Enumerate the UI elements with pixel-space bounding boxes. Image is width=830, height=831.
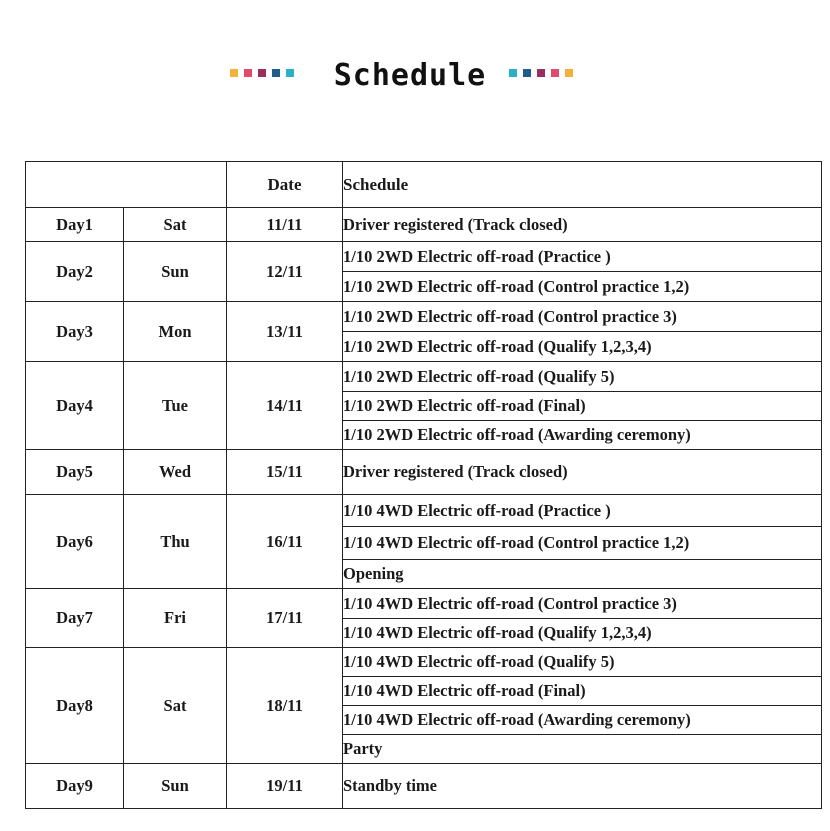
event-cell: Driver registered (Track closed) (343, 450, 822, 495)
schedule-body (26, 208, 822, 809)
table-row (26, 302, 822, 332)
event-cell: 1/10 2WD Electric off-road (Control practice 1,2) (343, 272, 822, 302)
date-cell: 19/11 (227, 764, 343, 809)
table-row (26, 242, 822, 272)
day-cell: Day6 (26, 495, 124, 589)
decorative-square (509, 69, 517, 77)
decorative-square (551, 69, 559, 77)
decorative-square (230, 69, 238, 77)
day-cell: Day1 (26, 208, 124, 242)
page-title: Schedule (333, 58, 487, 93)
table-row (26, 362, 822, 392)
date-cell: 13/11 (227, 302, 343, 362)
table-header-row (26, 162, 822, 208)
date-cell: 17/11 (227, 589, 343, 648)
decorative-square (272, 69, 280, 77)
day-cell: Day9 (26, 764, 124, 809)
decorative-square (537, 69, 545, 77)
table-row (26, 208, 822, 242)
event-cell: Driver registered (Track closed) (343, 208, 822, 242)
decorative-square (286, 69, 294, 77)
date-cell: 12/11 (227, 242, 343, 302)
day-cell: Day3 (26, 302, 124, 362)
event-cell: Party (343, 735, 822, 764)
weekday-cell: Wed (124, 450, 227, 495)
header-schedule: Schedule (343, 162, 822, 208)
weekday-cell: Sat (124, 648, 227, 764)
event-cell: 1/10 4WD Electric off-road (Control practice 1,2) (343, 527, 822, 560)
event-cell: 1/10 2WD Electric off-road (Final) (343, 392, 822, 421)
event-cell: 1/10 2WD Electric off-road (Qualify 1,2,3,4) (343, 332, 822, 362)
event-cell: Opening (343, 560, 822, 589)
event-cell: Standby time (343, 764, 822, 809)
date-cell: 18/11 (227, 648, 343, 764)
decorative-square (244, 69, 252, 77)
weekday-cell: Sat (124, 208, 227, 242)
table-row (26, 648, 822, 677)
day-cell: Day2 (26, 242, 124, 302)
event-cell: 1/10 2WD Electric off-road (Practice ) (343, 242, 822, 272)
table-row (26, 450, 822, 495)
decorative-square (258, 69, 266, 77)
decorative-square (565, 69, 573, 77)
header-date: Date (227, 162, 343, 208)
weekday-cell: Sun (124, 764, 227, 809)
weekday-cell: Sun (124, 242, 227, 302)
day-cell: Day4 (26, 362, 124, 450)
decorative-square (523, 69, 531, 77)
title-row (0, 52, 830, 100)
date-cell: 14/11 (227, 362, 343, 450)
day-cell: Day5 (26, 450, 124, 495)
date-cell: 11/11 (227, 208, 343, 242)
event-cell: 1/10 2WD Electric off-road (Awarding ceremony) (343, 421, 822, 450)
weekday-cell: Fri (124, 589, 227, 648)
event-cell: 1/10 4WD Electric off-road (Control practice 3) (343, 589, 822, 619)
event-cell: 1/10 4WD Electric off-road (Practice ) (343, 495, 822, 527)
event-cell: 1/10 2WD Electric off-road (Control practice 3) (343, 302, 822, 332)
table-row (26, 495, 822, 527)
schedule-table (25, 161, 822, 809)
day-cell: Day7 (26, 589, 124, 648)
table-row (26, 764, 822, 809)
table-row (26, 589, 822, 619)
event-cell: 1/10 4WD Electric off-road (Awarding ceremony) (343, 706, 822, 735)
date-cell: 15/11 (227, 450, 343, 495)
event-cell: 1/10 4WD Electric off-road (Qualify 5) (343, 648, 822, 677)
event-cell: 1/10 4WD Electric off-road (Qualify 1,2,3,4) (343, 619, 822, 648)
weekday-cell: Mon (124, 302, 227, 362)
date-cell: 16/11 (227, 495, 343, 589)
weekday-cell: Thu (124, 495, 227, 589)
day-cell: Day8 (26, 648, 124, 764)
weekday-cell: Tue (124, 362, 227, 450)
event-cell: 1/10 4WD Electric off-road (Final) (343, 677, 822, 706)
header-blank (26, 162, 227, 208)
event-cell: 1/10 2WD Electric off-road (Qualify 5) (343, 362, 822, 392)
